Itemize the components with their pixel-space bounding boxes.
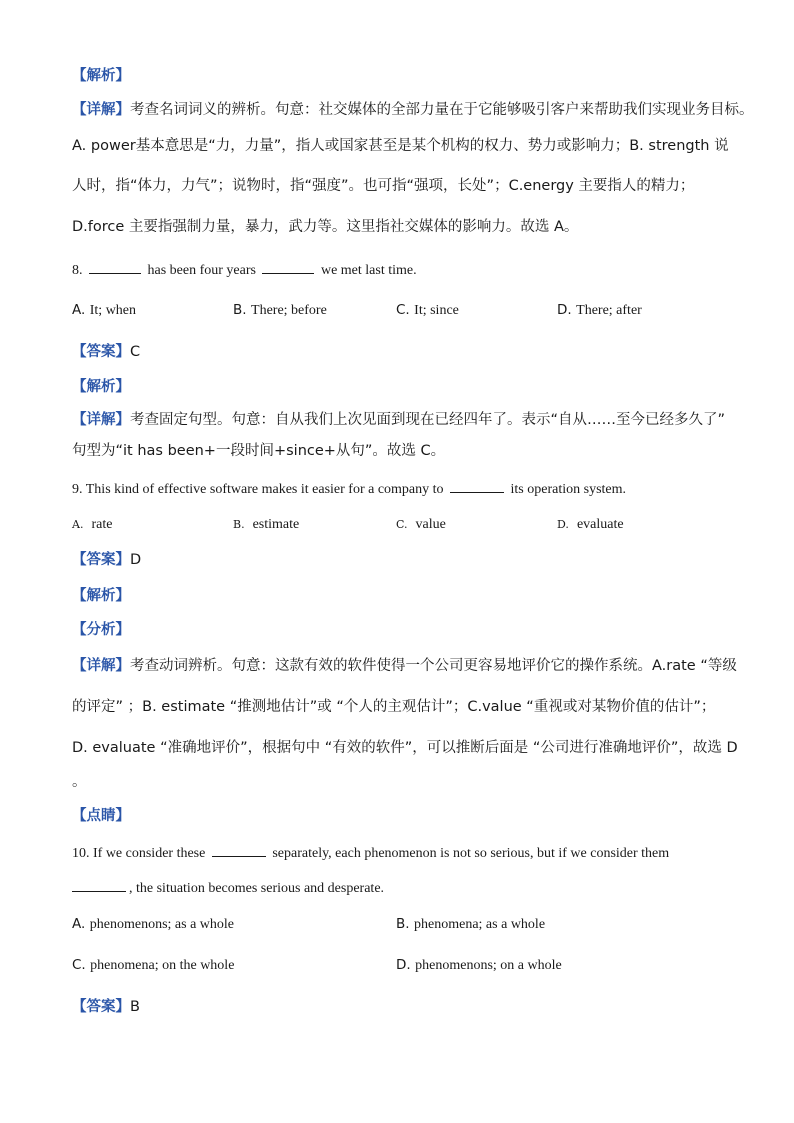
q8-answer: 【答案】C bbox=[72, 344, 141, 360]
detail-q8-line2: 句型为“it has been+一段时间+since+从句”。故选 C。 bbox=[72, 443, 446, 459]
q10-answer: 【答案】B bbox=[72, 999, 140, 1015]
q9-analysis-header: 【解析】 bbox=[72, 588, 130, 604]
q8-option-b: B. There; before bbox=[233, 302, 327, 318]
q9-option-a: A. rate bbox=[72, 517, 113, 532]
detail-q8-line1: 【详解】考查固定句型。句意：自从我们上次见面到现在已经四年了。表示“自从……至今已经多久了” bbox=[72, 412, 726, 428]
detail-q7-line3: 人时，指“体力，力气”；说物时，指“强度”。也可指“强项，长处”；C.energy 主要指人的精力； bbox=[72, 178, 695, 194]
question-9: 9. This kind of effective software makes it easier for a company to its operation system. bbox=[72, 478, 626, 500]
q10-option-d: D. phenomenons; on a whole bbox=[396, 957, 562, 973]
q8-option-c: C. It; since bbox=[396, 302, 459, 318]
q9-option-d: D. evaluate bbox=[557, 517, 624, 532]
answer-blank bbox=[212, 842, 266, 857]
detail-q9-line4: 。 bbox=[72, 774, 87, 790]
q8-analysis-header: 【解析】 bbox=[72, 379, 130, 395]
detail-q7-line4: D.force 主要指强制力量，暴力，武力等。这里指社交媒体的影响力。故选 A。 bbox=[72, 219, 579, 235]
q10-option-c: C. phenomena; on the whole bbox=[72, 957, 235, 973]
q9-option-c: C. value bbox=[396, 517, 446, 532]
q10-option-a: A. phenomenons; as a whole bbox=[72, 916, 234, 932]
q9-fenxi-header: 【分析】 bbox=[72, 622, 130, 638]
question-10-line2: , the situation becomes serious and desperate. bbox=[72, 877, 384, 899]
question-8: 8. has been four years we met last time. bbox=[72, 259, 417, 281]
answer-blank bbox=[72, 877, 126, 892]
q9-option-b: B. estimate bbox=[233, 517, 300, 532]
detail-q9-line3: D. evaluate “准确地评价”，根据句中 “有效的软件”，可以推断后面是 “公司进行准确地评价”，故选 D bbox=[72, 740, 738, 756]
q10-option-b: B. phenomena; as a whole bbox=[396, 916, 546, 932]
q9-dianjing-header: 【点睛】 bbox=[72, 808, 130, 824]
answer-blank bbox=[89, 259, 141, 274]
q8-option-a: A. It; when bbox=[72, 302, 137, 318]
question-10-line1: 10. If we consider these separately, each phenomenon is not so serious, but if we consider them bbox=[72, 842, 669, 864]
detail-q9-line1: 【详解】考查动词辨析。句意：这款有效的软件使得一个公司更容易地评价它的操作系统。A.rate “等级 bbox=[72, 658, 737, 674]
detail-q7-line1: 【详解】考查名词词义的辨析。句意：社交媒体的全部力量在于它能够吸引客户来帮助我们实现业务目标。 bbox=[72, 102, 754, 118]
answer-blank bbox=[450, 478, 504, 493]
detail-q9-line2: 的评定” ；B. estimate “推测地估计”或 “个人的主观估计”；C.value “重视或对某物价值的估计”； bbox=[72, 699, 716, 715]
q8-option-d: D. There; after bbox=[557, 302, 642, 318]
detail-q7-line2: A. power基本意思是“力，力量”，指人或国家甚至是某个机构的权力、势力或影响力；B. strength 说 bbox=[72, 138, 729, 154]
analysis-header: 【解析】 bbox=[72, 68, 130, 84]
answer-blank bbox=[262, 259, 314, 274]
q9-answer: 【答案】D bbox=[72, 552, 142, 568]
